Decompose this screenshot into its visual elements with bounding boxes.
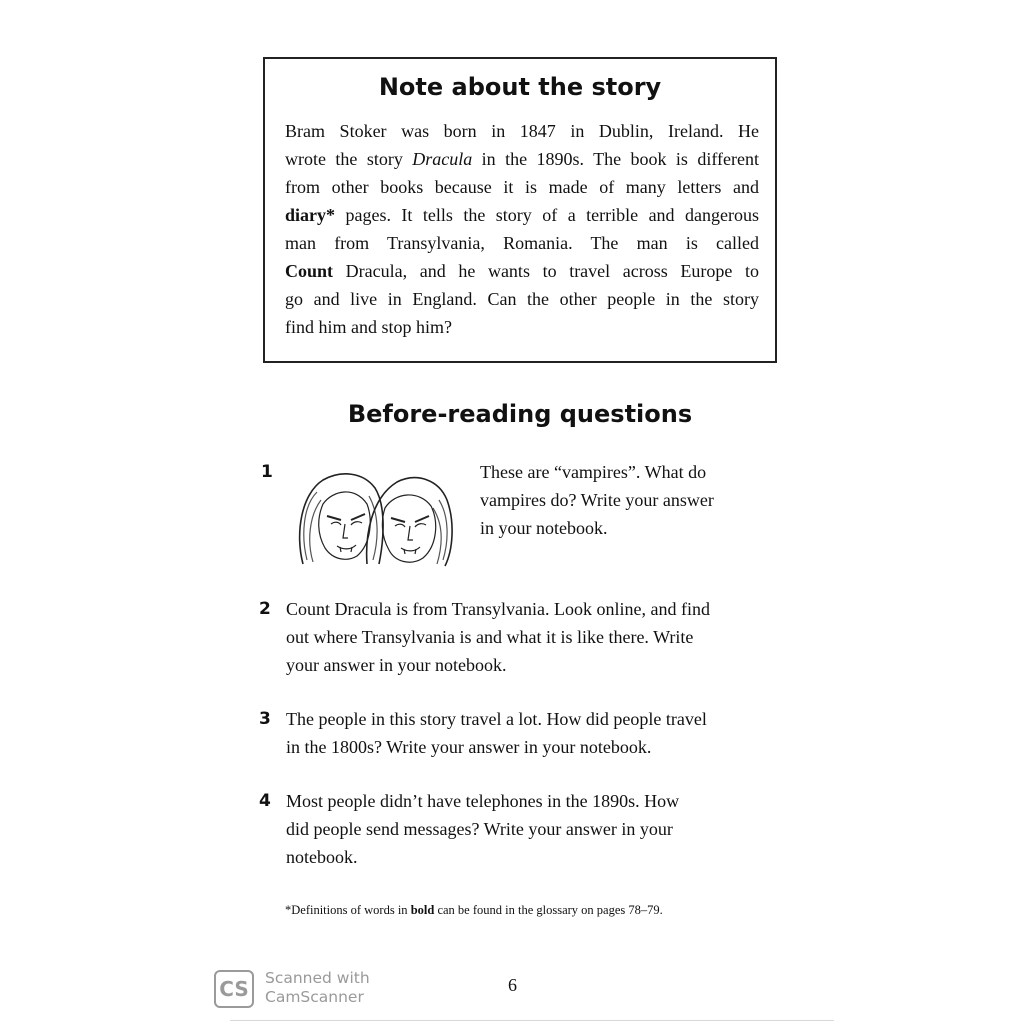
question-3-line-1: The people in this story travel a lot. How did people travel: [286, 709, 707, 729]
question-1-line-3: in your notebook.: [480, 518, 608, 538]
note-line-3: from other books because it is made of many letters and: [285, 177, 759, 197]
question-number-1: 1: [261, 462, 273, 482]
camscanner-watermark: [265, 969, 370, 1007]
note-line-1: Bram Stoker was born in 1847 in Dublin, Ireland. He: [285, 121, 759, 141]
question-4-line-2: did people send messages? Write your answer in your: [286, 819, 673, 839]
question-1-line-2: vampires do? Write your answer: [480, 490, 714, 510]
note-line-5: man from Transylvania, Romania. The man is called: [285, 233, 759, 253]
watermark-line-2: CamScanner: [265, 988, 364, 1006]
question-3-line-2: in the 1800s? Write your answer in your notebook.: [286, 737, 652, 757]
glossary-word-count: Count: [285, 261, 334, 281]
glossary-word-diary: diary*: [285, 205, 336, 225]
note-line-8: find him and stop him?: [285, 317, 452, 337]
question-4-line-3: notebook.: [286, 847, 358, 867]
questions-title: Before-reading questions: [347, 400, 693, 428]
vampires-illustration: [293, 464, 458, 569]
footnote: *Definitions of words in bold can be found in the glossary on pages 78–79.: [285, 903, 663, 917]
question-4-line-1: Most people didn’t have telephones in the 1890s. How: [286, 791, 680, 811]
watermark-line-1: Scanned with: [265, 969, 370, 987]
note-title: Note about the story: [378, 73, 662, 101]
question-1-line-1: These are “vampires”. What do: [480, 462, 707, 482]
note-line-4: diary* pages. It tells the story of a terrible and dangerous: [285, 205, 759, 225]
note-line-7: go and live in England. Can the other people in the story: [285, 289, 759, 309]
question-2-line-3: your answer in your notebook.: [286, 655, 507, 675]
question-2-line-2: out where Transylvania is and what it is like there. Write: [286, 627, 694, 647]
note-line-2: wrote the story Dracula in the 1890s. The book is different: [285, 149, 759, 169]
scan-edge-divider: [230, 1020, 834, 1021]
question-number-4: 4: [259, 791, 271, 811]
question-number-3: 3: [259, 709, 271, 729]
question-2-line-1: Count Dracula is from Transylvania. Look online, and find: [286, 599, 710, 619]
note-line-6: Count Dracula, and he wants to travel across Europe to: [285, 261, 759, 281]
camscanner-logo-icon: CS: [214, 970, 254, 1008]
page-number: 6: [508, 975, 517, 995]
question-number-2: 2: [259, 599, 271, 619]
